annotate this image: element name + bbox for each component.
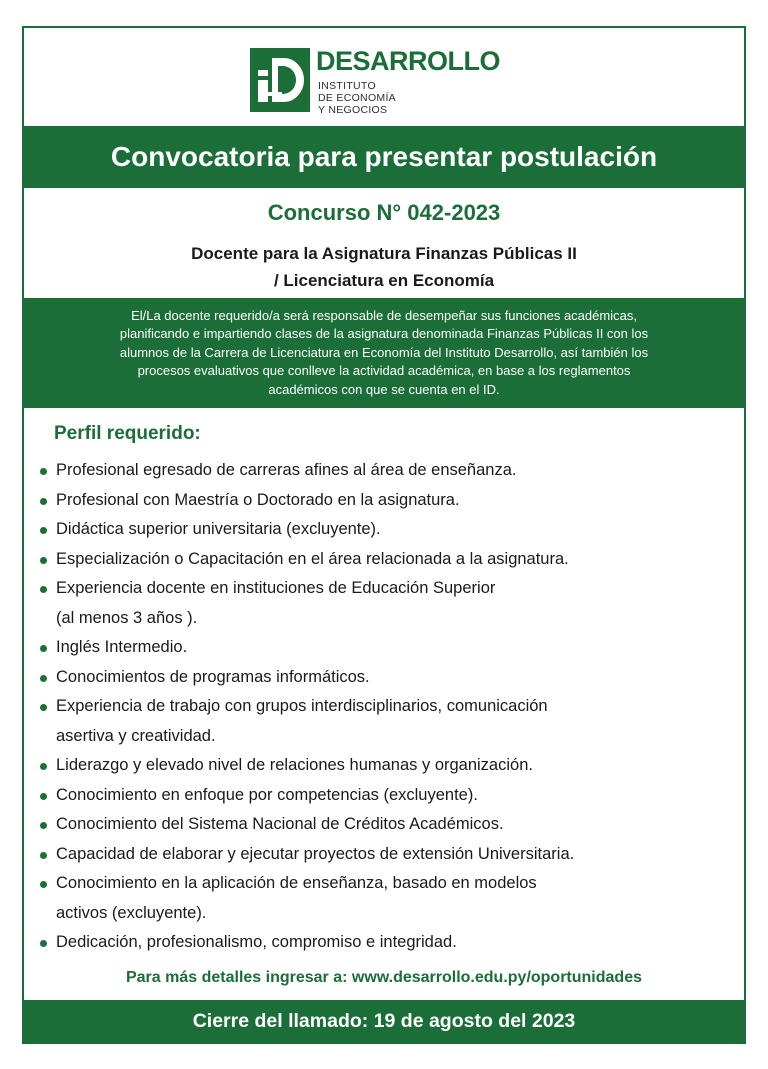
- list-item: [38, 663, 738, 693]
- list-item-text: Conocimiento en enfoque por competencias (excluyente).: [56, 785, 478, 804]
- logo-d-mark-icon: [250, 48, 310, 112]
- list-item-text: Conocimiento del Sistema Nacional de Créditos Académicos.: [56, 815, 504, 833]
- brand-name: DESARROLLO: [316, 46, 500, 76]
- list-item-text: Experiencia docente en instituciones de Educación Superior: [56, 579, 496, 597]
- list-item-text: Profesional con Maestría o Doctorado en la asignatura.: [56, 490, 460, 509]
- list-item: [38, 810, 738, 840]
- list-item: [38, 515, 738, 545]
- list-item-text: Especialización o Capacitación en el área relacionada a la asignatura.: [56, 549, 569, 568]
- brand-subtitle-line: Y NEGOCIOS: [318, 104, 388, 116]
- list-item-text: Experiencia de trabajo con grupos interdisciplinarios, comunicación: [56, 697, 548, 715]
- list-item: [38, 751, 738, 781]
- contest-number: Concurso N° 042-2023: [267, 200, 501, 225]
- list-item-text: Profesional egresado de carreras afines al área de enseñanza.: [56, 461, 517, 479]
- position-title-line: Docente para la Asignatura Finanzas Públicas II: [191, 244, 577, 263]
- institution-logo: [250, 46, 510, 114]
- position-title-line: / Licenciatura en Economía: [273, 271, 495, 290]
- description-line: planificando e impartiendo clases de la asignatura denominada Finanzas Públicas II con los: [119, 326, 649, 342]
- list-item: [38, 545, 738, 575]
- brand-subtitle-line: DE ECONOMÍA: [318, 92, 396, 104]
- list-item: [38, 840, 738, 870]
- list-item-text: asertiva y creatividad.: [56, 726, 216, 745]
- list-item: [38, 781, 738, 811]
- deadline-banner: Cierre del llamado: 19 de agosto del 2023: [24, 1000, 744, 1042]
- requirements-list: [38, 456, 738, 958]
- list-item-text: Liderazgo y elevado nivel de relaciones humanas y organización.: [56, 756, 533, 774]
- list-item-text: Conocimiento en la aplicación de enseñanza, basado en modelos: [56, 874, 537, 892]
- list-item: [38, 574, 738, 633]
- description-line: alumnos de la Carrera de Licenciatura en Economía del Instituto Desarrollo, así también los: [119, 344, 649, 360]
- list-item-text: activos (excluyente).: [56, 903, 207, 922]
- description-line: El/La docente requerido/a será responsable de desempeñar sus funciones académicas,: [131, 307, 637, 323]
- profile-heading: Perfil requerido:: [54, 423, 201, 444]
- brand-subtitle: [318, 80, 396, 116]
- list-item-text: Didáctica superior universitaria (excluyente).: [56, 520, 381, 538]
- description-line: procesos evaluativos que conlleve la actividad académica, en base a los reglamentos: [137, 363, 631, 379]
- description-block: [24, 298, 744, 408]
- list-item: [38, 456, 738, 486]
- brand-subtitle-line: INSTITUTO: [318, 80, 376, 92]
- list-item-text: (al menos 3 años ).: [56, 608, 198, 627]
- list-item-text: Capacidad de elaborar y ejecutar proyectos de extensión Universitaria.: [56, 844, 575, 863]
- list-item: [38, 928, 738, 958]
- list-item-text: Dedicación, profesionalismo, compromiso e integridad.: [56, 933, 457, 951]
- list-item: [38, 486, 738, 516]
- position-title: [24, 240, 744, 294]
- description-line: académicos con que se cuenta en el ID.: [268, 381, 500, 397]
- page-title: Convocatoria para presentar postulación: [24, 126, 744, 188]
- list-item-text: Inglés Intermedio.: [56, 638, 188, 656]
- more-info-link: Para más detalles ingresar a: www.desarrollo.edu.py/oportunidades: [125, 969, 642, 986]
- list-item-text: Conocimientos de programas informáticos.: [56, 667, 370, 686]
- list-item: [38, 692, 738, 751]
- list-item: [38, 869, 738, 928]
- poster: [22, 26, 746, 1044]
- list-item: [38, 633, 738, 663]
